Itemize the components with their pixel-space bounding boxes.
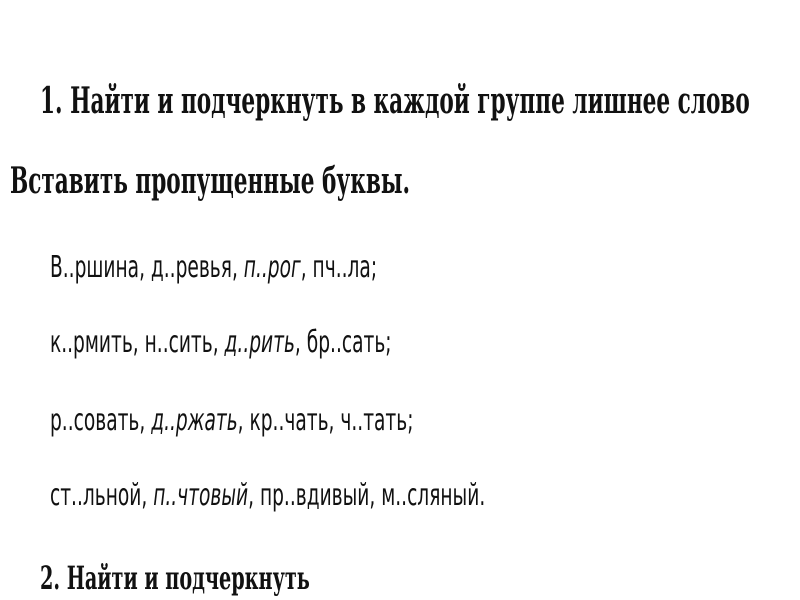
separator: , (139, 250, 151, 285)
word: к..рмить (50, 325, 133, 360)
word: д..ревья (150, 250, 232, 285)
word-row (50, 325, 392, 360)
word: ч..тать; (340, 403, 414, 438)
word-row (50, 403, 413, 438)
separator: , (132, 325, 145, 360)
separator: , (141, 478, 154, 513)
separator: , (328, 403, 341, 438)
word-row (50, 478, 485, 513)
task-subtitle: Вставить пропущенные буквы. (10, 160, 411, 202)
word: п..рог (243, 250, 301, 285)
word: ст..льной (50, 478, 142, 513)
separator: , (231, 250, 244, 285)
word: пр..вдивый (259, 478, 370, 513)
word-row (50, 250, 377, 285)
separator: , (248, 478, 260, 513)
separator: , (300, 250, 313, 285)
separator: , (212, 325, 225, 360)
separator: , (294, 325, 307, 360)
separator: , (139, 403, 152, 438)
word: бр..сать; (306, 325, 392, 360)
word: п..чтовый (153, 478, 249, 513)
word: д..рить (224, 325, 295, 360)
word: н..сить (144, 325, 213, 360)
word: р..совать (50, 403, 140, 438)
word: В..ршина (50, 250, 140, 285)
task-title: 1. Найти и подчеркнуть в каждой группе лишнее слово (40, 80, 750, 122)
word: кр..чать (249, 403, 329, 438)
word: д..ржать (151, 403, 238, 438)
cutoff-next-task-line: 2. Найти и подчеркнуть (40, 559, 310, 597)
word: м..сляный. (381, 478, 486, 513)
word: пч..ла; (312, 250, 378, 285)
separator: , (237, 403, 250, 438)
separator: , (369, 478, 382, 513)
